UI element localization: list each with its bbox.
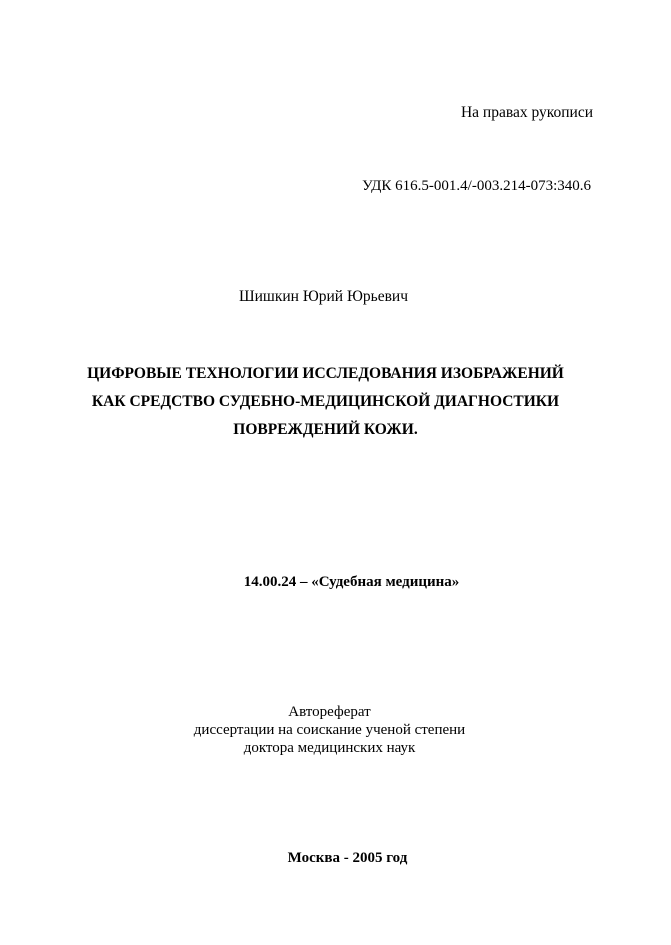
dissertation-title (0, 360, 671, 444)
manuscript-note: На правах рукописи (460, 104, 593, 121)
author-name (0, 288, 671, 306)
abstract-line-1: Автореферат (288, 704, 371, 720)
author-name-text: Шишкин Юрий Юрьевич (238, 288, 409, 305)
abstract-line-3: доктора медицинских наук (243, 740, 416, 756)
specialty-text: 14.00.24 – «Судебная медицина» (243, 574, 460, 590)
city-year-text: Москва - 2005 год (287, 850, 408, 866)
abstract-description (0, 703, 671, 757)
udc-code: УДК 616.5-001.4/-003.214-073:340.6 (362, 178, 591, 194)
title-line-3: ПОВРЕЖДЕНИЙ КОЖИ. (233, 421, 418, 438)
city-year (0, 849, 671, 867)
abstract-line-2: диссертации на соискание ученой степени (193, 722, 466, 738)
specialty (0, 573, 671, 591)
title-line-2: КАК СРЕДСТВО СУДЕБНО-МЕДИЦИНСКОЙ ДИАГНОСТИКИ (91, 393, 560, 410)
title-line-1: ЦИФРОВЫЕ ТЕХНОЛОГИИ ИССЛЕДОВАНИЯ ИЗОБРАЖЕНИЙ (87, 365, 564, 382)
